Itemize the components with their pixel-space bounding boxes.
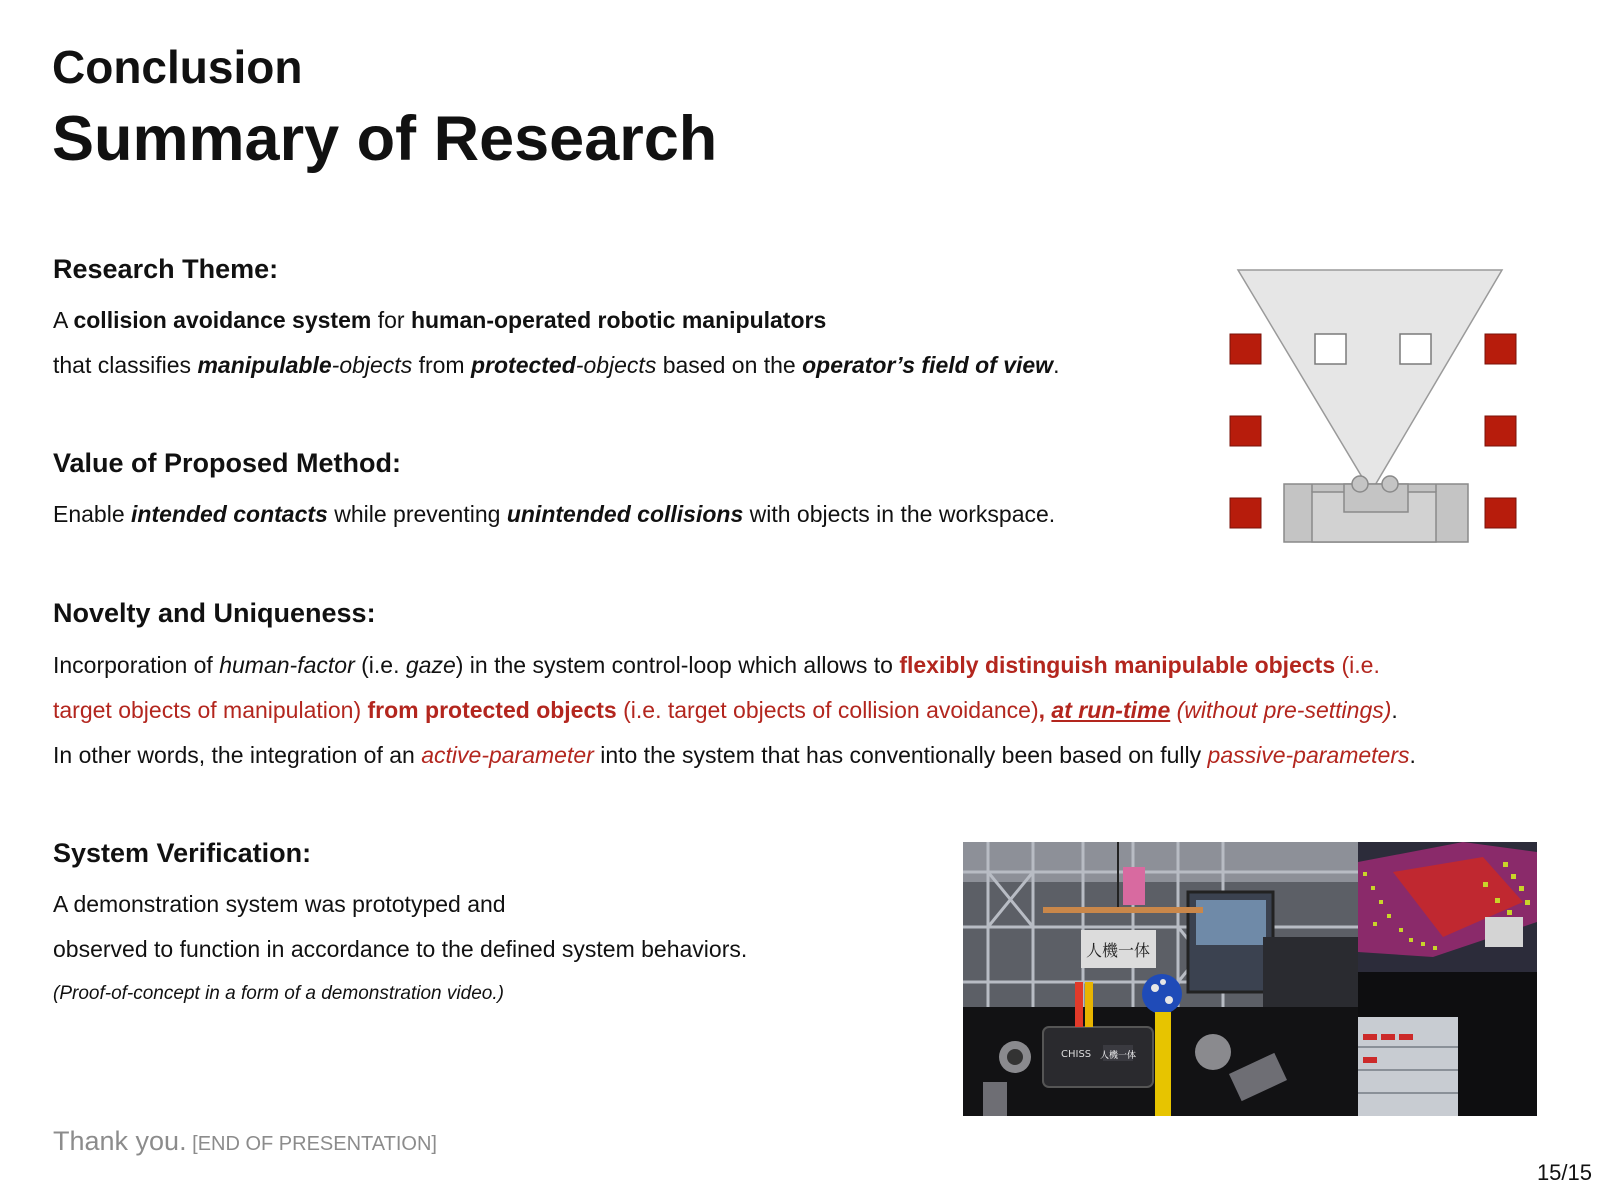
protected-object-marker — [1485, 498, 1516, 528]
novelty-line-3: In other words, the integration of an active-parameter into the system that has conventionally been based on fully passive-parameters. — [53, 742, 1416, 768]
demonstration-video-frame[interactable] — [963, 842, 1537, 1116]
value-line-1: Enable intended contacts while preventing unintended collisions with objects in the workspace. — [53, 501, 1056, 527]
fov-cone — [1238, 270, 1502, 492]
section-kicker: Conclusion — [52, 41, 303, 93]
brand-label: CHISS — [1061, 1049, 1092, 1060]
research-theme-heading: Research Theme: — [53, 254, 279, 284]
field-of-view-diagram — [1220, 262, 1520, 552]
research-theme-line-2: that classifies manipulable-objects from protected-objects based on the operator’s field of view. — [53, 352, 1060, 378]
page-number: 15/15 — [1536, 1160, 1592, 1185]
protected-object-marker — [1485, 334, 1516, 364]
verification-line-2: observed to function in accordance to the defined system behaviors. — [53, 936, 748, 962]
novelty-heading: Novelty and Uniqueness: — [53, 598, 376, 628]
page-title: Summary of Research — [52, 104, 718, 174]
protected-object-marker — [1485, 416, 1516, 446]
manipulable-object-marker — [1315, 334, 1346, 364]
protected-object-marker — [1230, 416, 1261, 446]
sign-text: 人機一体 — [1085, 941, 1151, 960]
robot-base-icon — [1284, 476, 1468, 542]
novelty-line-2: target objects of manipulation) from protected objects (i.e. target objects of collision avoidance), at run-time (without pre-settings). — [53, 697, 1398, 723]
novelty-line-1: Incorporation of human-factor (i.e. gaze) in the system control-loop which allows to flexibly distinguish manipulable objects (i.e. — [53, 652, 1380, 678]
protected-object-marker — [1230, 498, 1261, 528]
protected-object-marker — [1230, 334, 1261, 364]
closing-remark: Thank you. [END OF PRESENTATION] — [53, 1126, 437, 1156]
verification-line-1: A demonstration system was prototyped and — [53, 891, 506, 917]
manipulable-object-marker — [1400, 334, 1431, 364]
verification-heading: System Verification: — [53, 838, 312, 868]
value-heading: Value of Proposed Method: — [53, 448, 402, 478]
verification-note: (Proof-of-concept in a form of a demonstration video.) — [53, 983, 504, 1004]
research-theme-line-1: A collision avoidance system for human-operated robotic manipulators — [53, 307, 827, 333]
panel-label: 人機一体 — [1099, 1051, 1137, 1061]
